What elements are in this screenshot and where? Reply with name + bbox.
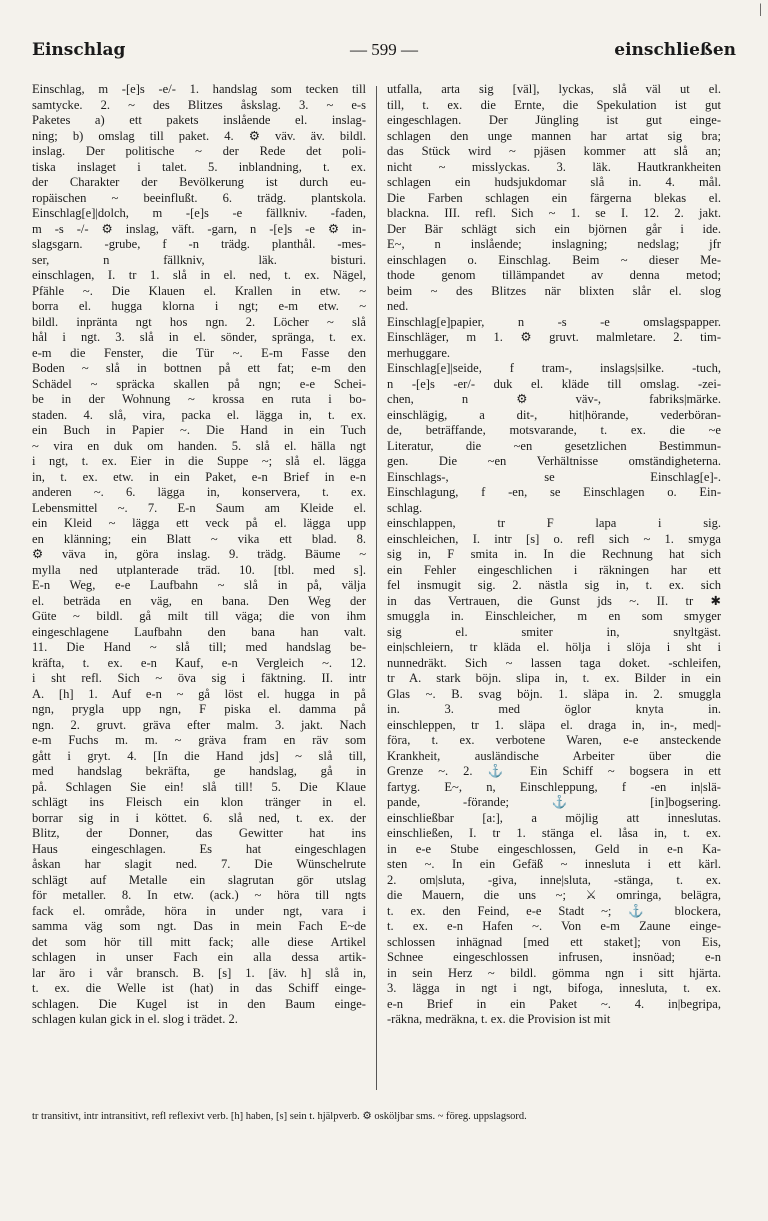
dictionary-line: gen. Die ~en Verhältnisse omständigheterna. bbox=[387, 454, 721, 468]
dictionary-line: en klänning; ein Blatt ~ vika ett blad. 8. bbox=[32, 531, 366, 546]
dictionary-line: på. Schlagen Sie ein! slå till! 5. Die Klaue bbox=[32, 779, 366, 794]
right-column bbox=[387, 82, 721, 1028]
dictionary-line: Einschlag[e]papier, n -s -e omslagspapper. bbox=[387, 314, 721, 329]
dictionary-line: einschließen, I. tr 1. stänga el. låsa in, t. ex. bbox=[387, 826, 721, 840]
dictionary-line: smuggla in. Einschleicher, m en som smyger bbox=[387, 609, 721, 623]
dictionary-line: e-m die Fenster, die Tür ~. E-m Fasse den bbox=[32, 345, 366, 360]
dictionary-line: einschlagen, I. tr 1. slå in el. ned, t. ex. Nägel, bbox=[32, 268, 366, 282]
footer-abbreviations: tr transitivt, intr intransitivt, refl reflexivt verb. [h] haben, [s] sein t. hjälpverb. ⚙ osköljbar sms. ~ föreg. uppslagsord. bbox=[32, 1111, 527, 1122]
dictionary-line: gått i gryt. 4. [In die Hand jds] ~ slå till, bbox=[32, 748, 366, 763]
dictionary-line: in e-e Stube eingeschlossen, Geld in e-n Ka- bbox=[387, 841, 721, 856]
dictionary-line: fack el. område, höra in under ngt, vara i bbox=[32, 903, 366, 918]
dictionary-line: einschlappen, tr F lapa i sig. bbox=[387, 516, 721, 530]
dictionary-line: ein Buch in Papier ~. Die Hand in ein Tuch bbox=[32, 423, 366, 437]
dictionary-line: e-n Brief in ein Paket ~. 4. in|begripa, bbox=[387, 996, 721, 1011]
dictionary-line: ein Fehler eingeschlichen i räkningen har ett bbox=[387, 562, 721, 577]
dictionary-line: till, t. ex. die Ernte, die Spekulation ist gut bbox=[387, 97, 721, 112]
dictionary-line: 2. om|sluta, -giva, inne|sluta, -stänga, t. ex. bbox=[387, 872, 721, 887]
page-header bbox=[32, 40, 736, 66]
dictionary-line: m -s -/- ⚙ inslag, väft. -garn, n -[e]s -e ⚙ in- bbox=[32, 221, 366, 236]
dictionary-line: blackna. III. refl. Sich ~ 1. se I. 12. 2. jakt. bbox=[387, 206, 721, 220]
dictionary-line: Schnee eingeschlossen infrusen, insnöad; e-n bbox=[387, 950, 721, 964]
left-column bbox=[32, 82, 366, 1028]
dictionary-line: Der Bär schlägt sich ein björnen går i ide. bbox=[387, 221, 721, 236]
dictionary-line: ser, n fällkniv, läk. bisturi. bbox=[32, 252, 366, 267]
dictionary-line: ~ vira en duk om handen. 5. slå el. hälla ngt bbox=[32, 438, 366, 453]
dictionary-line: in das Vertrauen, die Gunst jds ~. II. tr ✱ bbox=[387, 593, 721, 608]
dictionary-line: Güte ~ bildl. gå milt till väga; die von ihm bbox=[32, 609, 366, 623]
dictionary-line: åskan har slagit ned. 7. Die Wünschelrute bbox=[32, 857, 366, 871]
dictionary-line: Die Farben schlagen ein färgerna blekas el. bbox=[387, 190, 721, 205]
dictionary-line: Krankheit, ausländische Arbeiter über die bbox=[387, 748, 721, 763]
dictionary-line: fel insmugit sig. 2. nästla sig in, t. ex. sich bbox=[387, 578, 721, 592]
header-right-word: einschließen bbox=[614, 40, 736, 60]
header-page-number: — 599 — bbox=[350, 40, 418, 59]
dictionary-line: el. beträda en väg, en bana. Den Weg der bbox=[32, 593, 366, 608]
dictionary-line: anderen ~. 6. lägga in, konservera, t. ex. bbox=[32, 485, 366, 499]
dictionary-line: schlägt auf Metalle ein slagrutan gör utslag bbox=[32, 872, 366, 887]
dictionary-line: e-m Fuchs m. m. ~ gräva fram en räv som bbox=[32, 733, 366, 747]
dictionary-line: schlägt ins Fleisch ein klon tränger in el. bbox=[32, 795, 366, 809]
dictionary-line: sig el. smiter in, snyltgäst. bbox=[387, 624, 721, 639]
dictionary-line: nicht ~ misslyckas. 3. läk. Hautkrankheiten bbox=[387, 159, 721, 174]
dictionary-line: i sht refl. Sich ~ öva sig i fäktning. II. intr bbox=[32, 671, 366, 685]
dictionary-line: -räkna, medräkna, t. ex. die Provision ist mit bbox=[387, 1012, 611, 1026]
dictionary-line: Lebensmittel ~. 7. E-n Saum am Kleide el. bbox=[32, 500, 366, 515]
dictionary-line: in, t. ex. etw. in ein Paket, e-n Brief in e-n bbox=[32, 469, 366, 484]
dictionary-line: 11. Die Hand ~ slå till; med handslag be- bbox=[32, 640, 366, 654]
dictionary-line: chen, n ⚙ väv-, fabriks|märke. bbox=[387, 392, 721, 406]
dictionary-line: utfalla, arta sig [väl], lyckas, slå väl ut el. bbox=[387, 82, 721, 96]
dictionary-line: Einschlag, m -[e]s -e/- 1. handslag som tecken till bbox=[32, 82, 366, 96]
dictionary-line: Boden ~ slå in bottnen på ett fat; e-m den bbox=[32, 361, 366, 375]
dictionary-line: einschlagen o. Einschlag. Beim ~ dieser Me- bbox=[387, 252, 721, 267]
dictionary-line: Blitz, der Donner, das Gewitter hat ins bbox=[32, 826, 366, 840]
dictionary-line: Literatur, die ~en gesetzlichen Bestimmun- bbox=[387, 438, 721, 453]
dictionary-line: staden. 4. slå, vira, packa el. lägga in, t. ex. bbox=[32, 407, 366, 422]
dictionary-line: n -[e]s -er/- duk el. kläde till omslag. -zei- bbox=[387, 376, 721, 391]
dictionary-line: Paketes a) ett pakets inslående el. inslag- bbox=[32, 113, 366, 127]
dictionary-line: Pfähle ~. Die Klauen el. Krallen in etw. ~ bbox=[32, 283, 366, 298]
dictionary-line: A. [h] 1. Auf e-n ~ gå löst el. hugga in på bbox=[32, 686, 366, 701]
dictionary-line: bildl. inpränta ngt hos ngn. 2. Löcher ~ slå bbox=[32, 314, 366, 329]
dictionary-line: t. ex. e-n Hafen ~. Von e-m Zaune einge- bbox=[387, 919, 721, 933]
dictionary-line: schlagen kulan gick in el. slog i trädet. 2. bbox=[32, 1012, 238, 1026]
dictionary-line: ein|schleiern, tr kläda el. hölja i slöja i sht i bbox=[387, 640, 721, 654]
dictionary-line: schlagen ein hudsjukdomar slå in. 4. mål. bbox=[387, 175, 721, 189]
dictionary-line: E-n Weg, e-e Laufbahn ~ slå in på, välja bbox=[32, 578, 366, 592]
dictionary-line: samtycke. 2. ~ des Blitzes åskslag. 3. ~ e-s bbox=[32, 97, 366, 112]
dictionary-line: kräfta, t. ex. e-n Kauf, e-n Vergleich ~. 12. bbox=[32, 655, 366, 670]
dictionary-line: Einschlags-, se Einschlag[e]-. bbox=[387, 469, 721, 484]
dictionary-line: E~, n inslående; inslagning; nedslag; jfr bbox=[387, 237, 721, 251]
dictionary-line: einschleichen, I. intr [s] o. refl sich ~ 1. smyga bbox=[387, 531, 721, 546]
dictionary-line: slagsgarn. -grube, f -n trädg. planthål. -mes- bbox=[32, 237, 366, 251]
dictionary-line: det som hör till mitt fack; alle diese Artikel bbox=[32, 934, 366, 949]
dictionary-line: samma väg som ngt. Das in mein Fach E~de bbox=[32, 919, 366, 933]
dictionary-line: eingeschlagen. Der Jüngling ist gut einge- bbox=[387, 113, 721, 127]
dictionary-line: ngn, prygla upp ngn, F piska el. damma på bbox=[32, 702, 366, 716]
column-divider bbox=[376, 86, 377, 1090]
dictionary-line: pande, -förande; ⚓ [in]bogsering. bbox=[387, 795, 721, 809]
dictionary-line: nunnedräkt. Sich ~ lassen taga doket. -schleifen, bbox=[387, 655, 721, 670]
dictionary-line: Grenze ~. 2. ⚓ Ein Schiff ~ bogsera in ett bbox=[387, 764, 721, 778]
dictionary-line: schlagen den unge mannen har artat sig bra; bbox=[387, 128, 721, 143]
dictionary-line: das Stück wird ~ pjäsen kommer att slå an; bbox=[387, 144, 721, 158]
dictionary-line: schlossen inhägnad [med ett staket]; von Eis, bbox=[387, 934, 721, 949]
dictionary-line: die Mauern, die uns ~; ⚔ omringa, belägra, bbox=[387, 888, 721, 902]
dictionary-line: ning; b) omslag till paket. 4. ⚙ väv. äv. bildl. bbox=[32, 128, 366, 143]
dictionary-line: fartyg. E~, n, Einschleppung, f -en in|slä- bbox=[387, 779, 721, 794]
dictionary-line: in sein Herz ~ bildl. gömma ngn i sitt hjärta. bbox=[387, 965, 721, 980]
dictionary-line: ein Kleid ~ lägga ett veck på el. lägga upp bbox=[32, 516, 366, 530]
dictionary-line: eingeschlagene Laufbahn den bana han valt. bbox=[32, 624, 366, 639]
dictionary-line: be in der Wohnung ~ krossa en ruta i bo- bbox=[32, 392, 366, 406]
dictionary-line: föra, t. ex. verbotene Waren, e-e ansteckende bbox=[387, 733, 721, 747]
dictionary-line: de, beträffande, motsvarande, t. ex. die ~e bbox=[387, 423, 721, 437]
dictionary-line: t. ex. den Feind, e-e Stadt ~; ⚓ blockera, bbox=[387, 903, 721, 918]
dictionary-line: thode genom tillämpandet av denna metod; bbox=[387, 268, 721, 282]
dictionary-line: Einschlagung, f -en, se Einschlagen o. Ein- bbox=[387, 485, 721, 499]
dictionary-line: lar äro i vår bransch. B. [s] 1. [äv. h] slå in, bbox=[32, 965, 366, 980]
dictionary-line: hål i ngt. 3. slå in el. sönder, spränga, t. ex. bbox=[32, 330, 366, 344]
dictionary-line: ⚙ väva in, göra inslag. 9. trädg. Bäume ~ bbox=[32, 547, 366, 561]
dictionary-line: mylla ned utplanterade träd. 10. [tbl. med s]. bbox=[32, 562, 366, 577]
dictionary-line: einschließbar [a:], a möjlig att inneslutas. bbox=[387, 810, 721, 825]
dictionary-line: Einschlag[e]|dolch, m -[e]s -e fällkniv. -faden, bbox=[32, 206, 366, 220]
dictionary-line: merhuggare. bbox=[387, 345, 451, 360]
dictionary-line: sig in, F smita in. In die Rechnung hat sich bbox=[387, 547, 721, 561]
dictionary-line: Einschläger, m 1. ⚙ gruvt. malmletare. 2. tim- bbox=[387, 330, 721, 344]
dictionary-line: in. 3. med öglor knyta in. bbox=[387, 702, 721, 716]
dictionary-line: schlag. bbox=[387, 500, 423, 515]
dictionary-line: sten ~. In ein Gefäß ~ innesluta i ett kärl. bbox=[387, 857, 721, 871]
dictionary-line: i ngt, t. ex. Eier in die Suppe ~; slå el. lägga bbox=[32, 454, 366, 468]
header-left-word: Einschlag bbox=[32, 40, 126, 60]
dictionary-line: Schädel ~ spräcka skallen på ngn; e-e Schei- bbox=[32, 376, 366, 391]
dictionary-line: einschleppen, tr 1. släpa el. draga in, in-, med|- bbox=[387, 717, 721, 732]
dictionary-line: borrar sig in i köttet. 6. slå ned, t. ex. der bbox=[32, 810, 366, 825]
dictionary-line: borra el. hugga klorna i ngt; e-m etw. ~ bbox=[32, 299, 366, 313]
dictionary-line: beim ~ des Blitzes när blixten slår el. slog bbox=[387, 283, 721, 298]
dictionary-line: ned. bbox=[387, 299, 409, 313]
dictionary-line: med handslag bekräfta, ge handslag, gå in bbox=[32, 764, 366, 778]
dictionary-line: einschlägig, a dit-, hit|hörande, vederböran- bbox=[387, 407, 721, 422]
dictionary-line: ngn. 2. gruvt. gräva efter malm. 3. jakt. Nach bbox=[32, 717, 366, 732]
dictionary-line: Einschlag[e]|seide, f tram-, inslags|silke. -tuch, bbox=[387, 361, 721, 375]
dictionary-line: t. ex. die Welle ist (hat) in das Schiff einge- bbox=[32, 981, 366, 995]
dictionary-line: 3. lägga in ngt i ngt, bifoga, innesluta, t. ex. bbox=[387, 981, 721, 995]
dictionary-line: Glas ~. B. svag böjn. 1. släpa in. 2. smuggla bbox=[387, 686, 721, 701]
dictionary-line: ropäischen ~ beeinflußt. 6. trädg. plantskola. bbox=[32, 190, 366, 205]
dictionary-line: inslag. Der politische ~ der Rede det poli- bbox=[32, 144, 366, 158]
page-edge-mark: | bbox=[759, 2, 762, 17]
dictionary-line: tr A. stark böjn. slipa in, t. ex. Bilder in ein bbox=[387, 671, 721, 685]
dictionary-line: der Charakter der Bevölkerung ist durch eu- bbox=[32, 175, 366, 189]
dictionary-line: schlagen in unser Fach ein alla dessa artik- bbox=[32, 950, 366, 964]
dictionary-line: schlagen. Die Kugel ist in den Baum einge- bbox=[32, 996, 366, 1011]
dictionary-line: Haus eingeschlagen. Es hat eingeschlagen bbox=[32, 841, 366, 856]
dictionary-line: för metaller. 8. In etw. (ack.) ~ höra till ngts bbox=[32, 888, 366, 902]
dictionary-line: tiska inslaget i talet. 5. inblandning, t. ex. bbox=[32, 159, 366, 174]
